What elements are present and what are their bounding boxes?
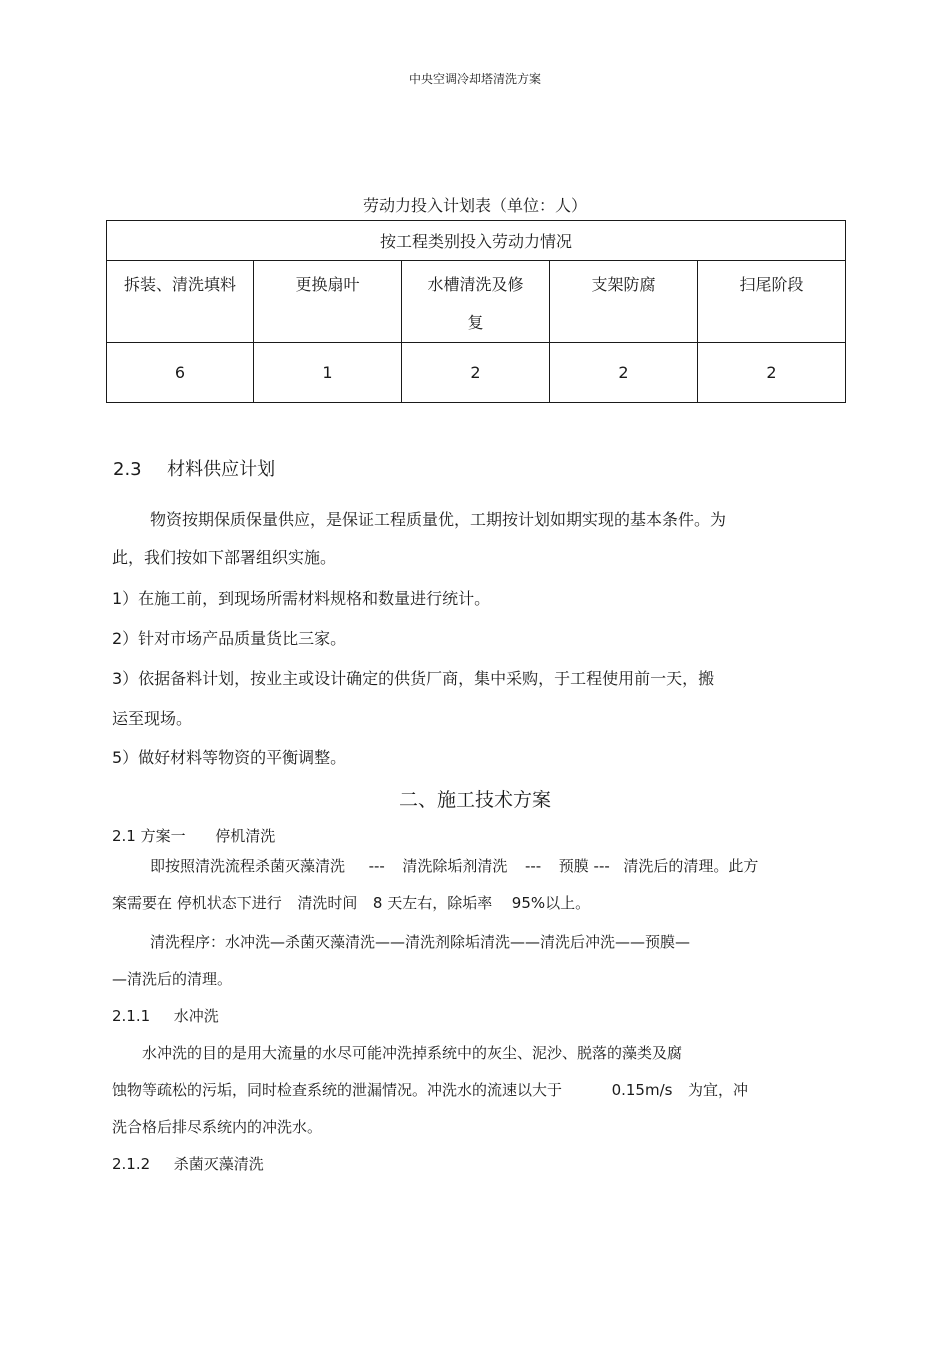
table-cell: 2 <box>550 343 698 403</box>
table-caption: 劳动力投入计划表（单位：人） <box>362 196 587 215</box>
list-item: 5）做好材料等物资的平衡调整。 <box>112 748 347 767</box>
paragraph-line: 此，我们按如下部署组织实施。 <box>112 548 337 567</box>
subsection-title: 杀菌灭藻清洗 <box>173 1155 264 1173</box>
paragraph-line: 清洗程序：水冲洗—杀菌灭藻清洗——清洗剂除垢清洗——清洗后冲洗——预膜— <box>150 933 691 951</box>
subsection-title: 停机清洗 <box>215 827 276 845</box>
chapter-title: 二、施工技术方案 <box>398 789 551 811</box>
labor-plan-table <box>106 220 846 403</box>
text-run: 清洗时间 <box>297 894 358 912</box>
text-run: 蚀物等疏松的污垢，同时检查系统的泄漏情况。冲洗水的流速以大于 <box>112 1081 563 1099</box>
table-header-cell: 支架防腐 <box>550 261 698 343</box>
subsection-title: 水冲洗 <box>173 1007 219 1025</box>
table-cell: 2 <box>402 343 550 403</box>
text-run: 案需要在 停机状态下进行 <box>112 894 282 912</box>
paragraph-line: 水冲洗的目的是用大流量的水尽可能冲洗掉系统中的灰尘、泥沙、脱落的藻类及腐 <box>142 1044 683 1062</box>
list-item: 1）在施工前，到现场所需材料规格和数量进行统计。 <box>112 589 491 608</box>
paragraph-line: 洗合格后排尽系统内的冲洗水。 <box>112 1118 323 1136</box>
subsection-heading <box>112 825 275 846</box>
paragraph-line <box>150 855 758 876</box>
list-item: 2）针对市场产品质量货比三家。 <box>112 629 347 648</box>
table-header-row <box>107 261 846 343</box>
list-item: 3）依据备料计划，按业主或设计确定的供货厂商，集中采购，于工程使用前一天，搬 <box>112 669 715 688</box>
table-header-cell: 更换扇叶 <box>254 261 402 343</box>
table-header-text-wrap: 复 <box>467 313 484 332</box>
table-header-cell <box>402 261 550 343</box>
paragraph-line <box>112 1079 748 1100</box>
text-run: 即按照清洗流程杀菌灭藻清洗 <box>150 857 346 875</box>
text-run: --- <box>524 857 542 875</box>
text-run: 为宜，冲 <box>688 1081 749 1099</box>
paragraph-line: —清洗后的清理。 <box>112 970 233 988</box>
subsection-heading <box>112 1153 264 1174</box>
table-header-text: 水槽清洗及修 <box>427 275 524 294</box>
text-run: 清洗除垢剂清洗 <box>402 857 508 875</box>
table-cell: 6 <box>107 343 254 403</box>
section-title: 材料供应计划 <box>167 459 276 480</box>
text-run: 95%以上。 <box>511 894 591 912</box>
subsection-number: 2.1.1 <box>112 1007 151 1025</box>
subsection-heading <box>112 1005 219 1026</box>
text-run: 0.15m/s <box>611 1081 673 1099</box>
table-header-cell: 扫尾阶段 <box>698 261 846 343</box>
text-run: --- <box>368 857 385 875</box>
table-row <box>107 343 846 403</box>
list-item-continuation: 运至现场。 <box>112 709 193 728</box>
table-cell: 2 <box>698 343 846 403</box>
paragraph-line <box>112 892 590 913</box>
subsection-number: 2.1.2 <box>112 1155 151 1173</box>
text-run: 预膜 --- <box>558 857 610 875</box>
text-run: 清洗后的清理。此方 <box>623 857 759 875</box>
table-cell: 1 <box>254 343 402 403</box>
table-merged-header: 按工程类别投入劳动力情况 <box>107 221 846 261</box>
section-heading <box>113 455 275 481</box>
table-header-cell: 拆装、清洗填料 <box>107 261 254 343</box>
text-run: 8 天左右，除垢率 <box>372 894 493 912</box>
subsection-number: 2.1 方案一 <box>112 827 186 845</box>
section-number: 2.3 <box>113 459 142 480</box>
page-header: 中央空调冷却塔清洗方案 <box>408 72 541 86</box>
paragraph-line: 物资按期保质保量供应，是保证工程质量优，工期按计划如期实现的基本条件。为 <box>150 510 727 529</box>
